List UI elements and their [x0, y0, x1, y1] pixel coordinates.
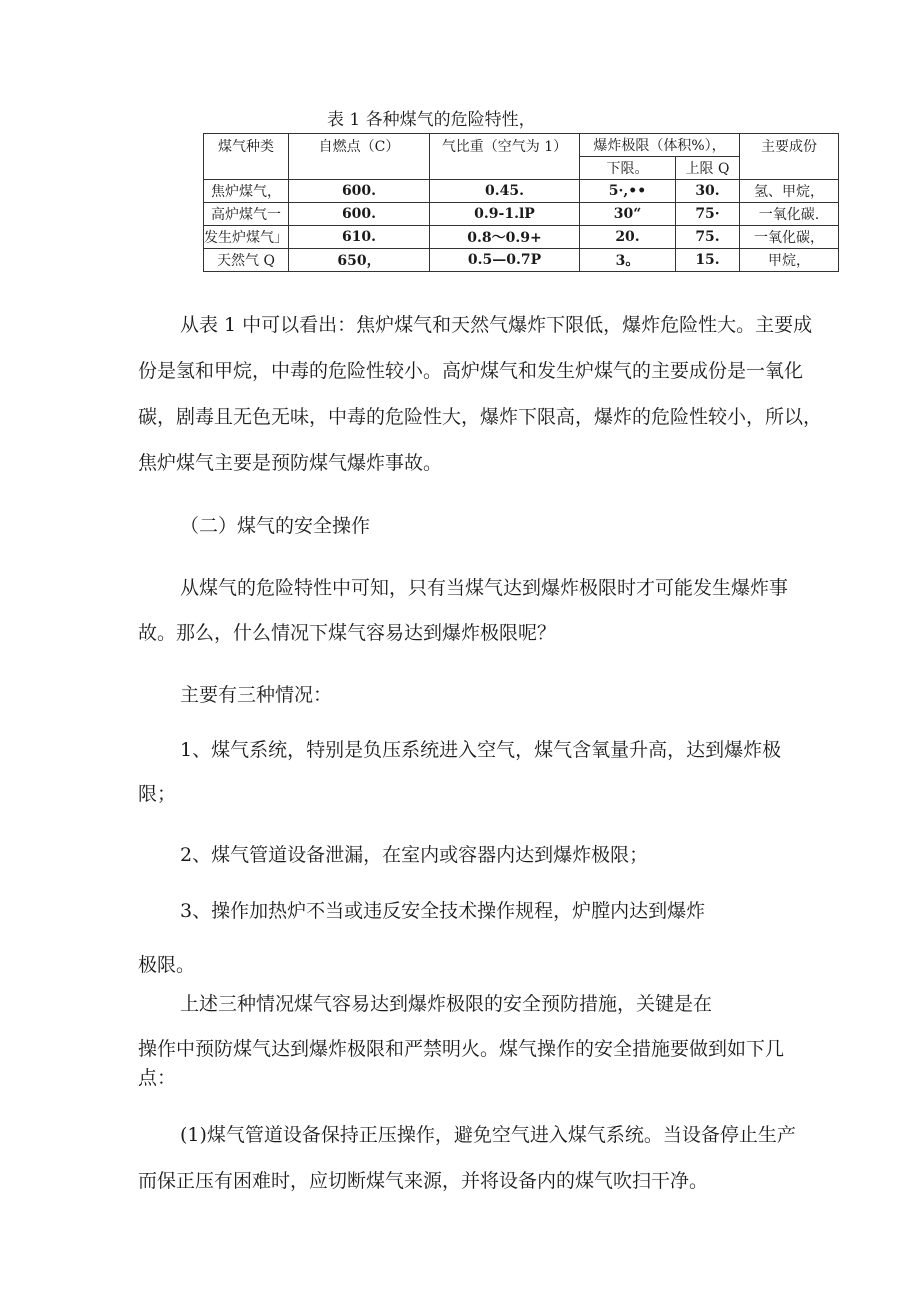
table-caption: 表 1 各种煤气的危险特性， [327, 110, 536, 130]
table-row [204, 180, 839, 203]
paragraph-line: 操作中预防煤气达到爆炸极限和严禁明火。煤气操作的安全措施要做到如下几 [138, 1038, 785, 1060]
list-item-continuation: 极限。 [138, 954, 196, 976]
section-heading: （二）煤气的安全操作 [180, 515, 371, 537]
gas-hazard-table [203, 133, 839, 272]
header-explosion-limits: 爆炸极限（体积%）， [580, 134, 740, 157]
cell-gas-type: 焦炉煤气， [204, 180, 289, 203]
measure-item: (1)煤气管道设备保持正压操作，避免空气进入煤气系统。当设备停止生产 [180, 1124, 796, 1146]
cell-upper: 75· [676, 203, 740, 226]
cell-lower: 3。 [580, 249, 676, 272]
cell-ignition: 600. [289, 180, 430, 203]
cell-upper: 75. [676, 226, 740, 249]
cell-ignition: 610. [289, 226, 430, 249]
cell-density: 0.8～0.9+ [430, 226, 580, 249]
paragraph-line: 主要有三种情况： [180, 684, 333, 706]
table-row [204, 203, 839, 226]
cell-gas-type: 高炉煤气一 [204, 203, 289, 226]
header-specific-gravity: 气比重（空气为 1） [430, 134, 580, 180]
cell-component: 一氧化碳. [740, 203, 839, 226]
cell-density: 0.45. [430, 180, 580, 203]
cell-density: 0.9-1.lP [430, 203, 580, 226]
list-item: 1、煤气系统，特别是负压系统进入空气，煤气含氧量升高，达到爆炸极 [180, 739, 782, 761]
cell-lower: 30“ [580, 203, 676, 226]
cell-upper: 15. [676, 249, 740, 272]
header-ignition-point: 自燃点（C） [289, 134, 430, 180]
cell-upper: 30. [676, 180, 740, 203]
cell-component: 氢、甲烷， [740, 180, 839, 203]
cell-component: 甲烷， [740, 249, 839, 272]
cell-ignition: 650， [289, 249, 430, 272]
list-item: 3、操作加热炉不当或违反安全技术操作规程，炉膛内达到爆炸 [180, 900, 706, 922]
table-header-row [204, 134, 839, 157]
paragraph-line: 碳，剧毒且无色无味，中毒的危险性大，爆炸下限高，爆炸的危险性较小，所以， [138, 406, 823, 428]
paragraph-line: 焦炉煤气主要是预防煤气爆炸事故。 [138, 452, 443, 474]
list-item: 2、煤气管道设备泄漏，在室内或容器内达到爆炸极限； [180, 844, 649, 866]
cell-lower: 5·,•• [580, 180, 676, 203]
cell-gas-type: 发生炉煤气」 [204, 226, 289, 249]
cell-component: 一氧化碳， [740, 226, 839, 249]
paragraph-line: 故。那么，什么情况下煤气容易达到爆炸极限呢？ [138, 622, 557, 644]
paragraph-line: 点： [138, 1067, 177, 1089]
paragraph-line: 份是氢和甲烷，中毒的危险性较小。高炉煤气和发生炉煤气的主要成份是一氧化 [138, 360, 804, 382]
cell-lower: 20. [580, 226, 676, 249]
header-lower-limit: 下限。 [580, 157, 676, 180]
paragraph-line: 上述三种情况煤气容易达到爆炸极限的安全预防措施，关键是在 [180, 993, 713, 1015]
paragraph-line: 从表 1 中可以看出：焦炉煤气和天然气爆炸下限低，爆炸危险性大。主要成 [180, 314, 813, 336]
paragraph-line: 从煤气的危险特性中可知，只有当煤气达到爆炸极限时才可能发生爆炸事 [180, 577, 789, 599]
header-gas-type: 煤气种类 [204, 134, 289, 180]
cell-ignition: 600. [289, 203, 430, 226]
cell-gas-type: 天然气 Q [204, 249, 289, 272]
measure-item-continuation: 而保正压有困难时，应切断煤气来源，并将设备内的煤气吹扫干净。 [138, 1170, 709, 1192]
cell-density: 0.5—0.7P [430, 249, 580, 272]
header-upper-limit: 上限 Q [676, 157, 740, 180]
table-row [204, 226, 839, 249]
header-main-component: 主要成份 [740, 134, 839, 180]
table-row [204, 249, 839, 272]
list-item-continuation: 限； [138, 783, 177, 805]
